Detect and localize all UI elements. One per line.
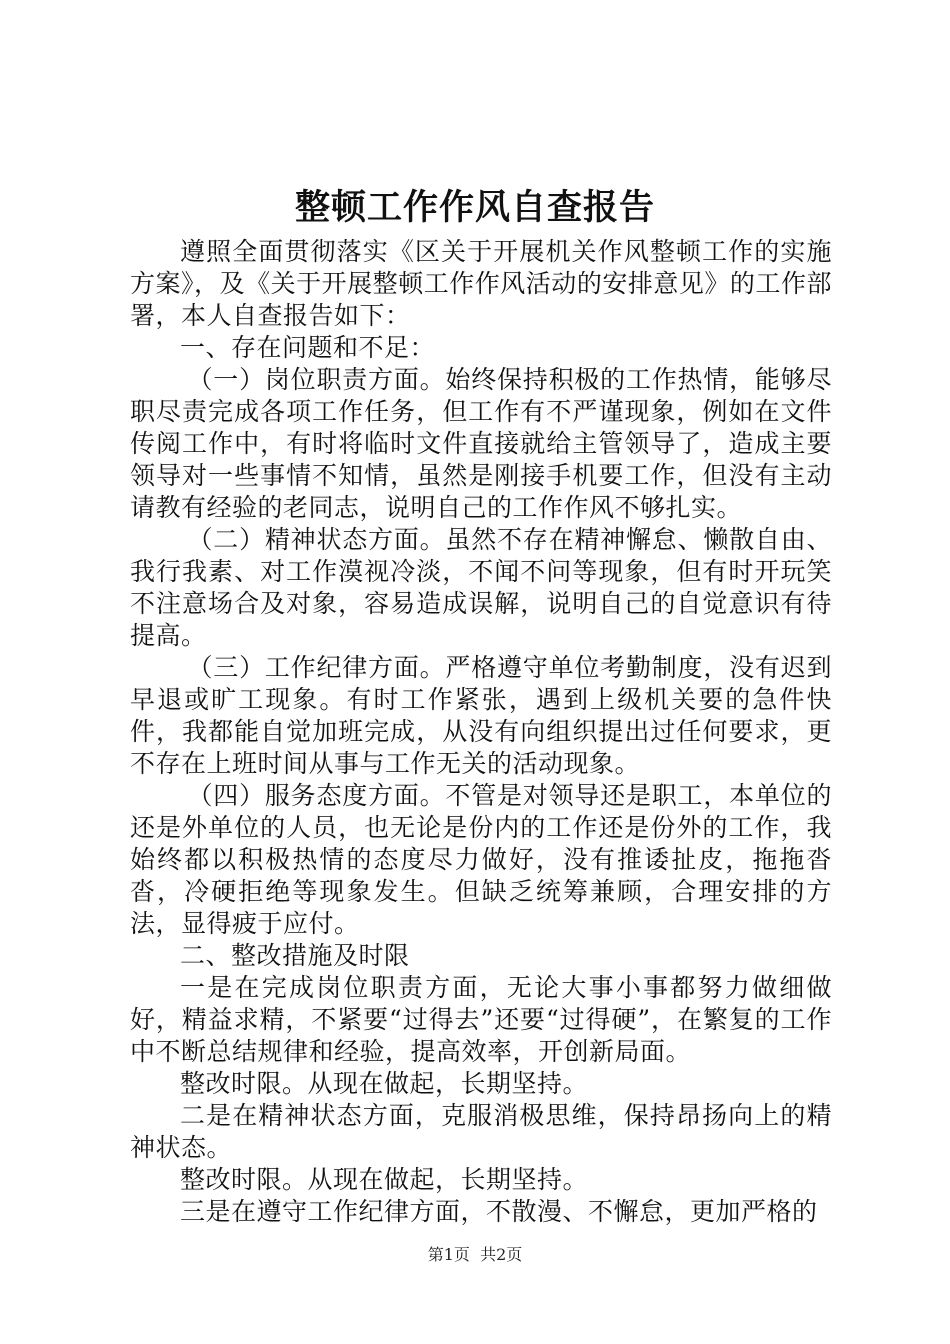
section-heading-problems: 一、存在问题和不足： <box>180 333 436 362</box>
problem-paragraph-2: （二）精神状态方面。虽然不存在精神懈怠、懒散自由、我行我素、对工作漠视冷淡，不闻不问等现象，但有时开玩笑不注意场合及对象，容易造成误解，说明自己的自觉意识有待提高。 <box>130 525 832 650</box>
problem-paragraph-3: （三）工作纪律方面。严格遵守单位考勤制度，没有迟到早退或旷工现象。有时工作紧张，遇到上级机关要的急件快件，我都能自觉加班完成，从没有向组织提出过任何要求，更不存在上班时间从事与工作无关的活动现象。 <box>130 653 832 778</box>
deadline-paragraph-1: 整改时限。从现在做起，长期坚持。 <box>180 1069 589 1098</box>
page-footer <box>0 1244 950 1266</box>
page-total: 共2页 <box>480 1245 523 1264</box>
measure-paragraph-1: 一是在完成岗位职责方面，无论大事小事都努力做细做好，精益求精，不紧要“过得去”还要“过得硬”，在繁复的工作中不断总结规律和经验，提高效率，开创新局面。 <box>130 973 832 1066</box>
document-title: 整顿工作作风自查报告 <box>294 187 655 228</box>
document-body <box>130 236 832 1228</box>
intro-paragraph: 遵照全面贯彻落实《区关于开展机关作风整顿工作的实施方案》，及《关于开展整顿工作作风活动的安排意见》的工作部署，本人自查报告如下： <box>130 237 832 330</box>
measure-paragraph-2: 二是在精神状态方面，克服消极思维，保持昂扬向上的精神状态。 <box>130 1101 832 1162</box>
problem-paragraph-1: （一）岗位职责方面。始终保持积极的工作热情，能够尽职尽责完成各项工作任务，但工作有不严谨现象，例如在文件传阅工作中，有时将临时文件直接就给主管领导了，造成主要领导对一些事情不知情，虽然是刚接手机要工作，但没有主动请教有经验的老同志，说明自己的工作作风不够扎实。 <box>130 365 832 522</box>
page-number: 第1页 <box>427 1245 470 1264</box>
section-heading-measures: 二、整改措施及时限 <box>180 941 410 970</box>
deadline-paragraph-2: 整改时限。从现在做起，长期坚持。 <box>180 1165 589 1194</box>
measure-paragraph-3: 三是在遵守工作纪律方面，不散漫、不懈怠，更加严格的 <box>180 1197 818 1226</box>
problem-paragraph-4: （四）服务态度方面。不管是对领导还是职工，本单位的还是外单位的人员，也无论是份内的工作还是份外的工作，我始终都以积极热情的态度尽力做好，没有推诿扯皮，拖拖沓沓，冷硬拒绝等现象发生。但缺乏统筹兼顾，合理安排的方法，显得疲于应付。 <box>130 781 832 938</box>
